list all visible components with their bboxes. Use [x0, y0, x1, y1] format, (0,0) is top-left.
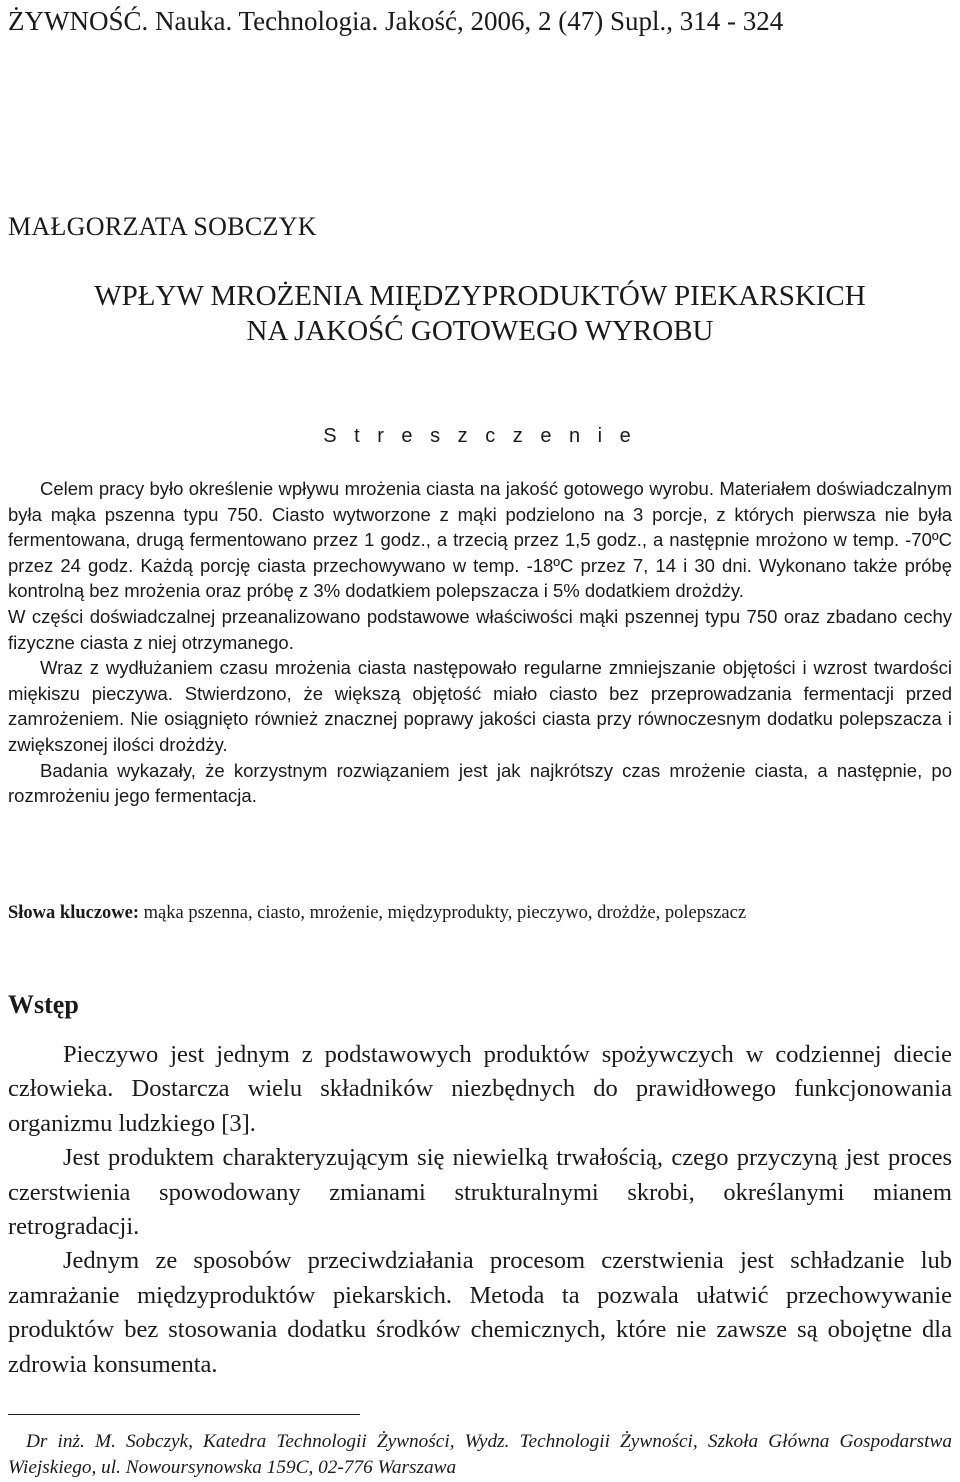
keywords-label: Słowa kluczowe: — [8, 903, 140, 923]
abstract-body — [8, 476, 952, 809]
keywords — [8, 900, 952, 926]
intro-paragraph: Jednym ze sposobów przeciwdziałania procesom czerstwienia jest schładzanie lub zamrażanie międzyproduktów piekarskich. Metoda ta pozwala ułatwić przechowywanie produktów bez stosowania dodatku środków chemicznych, które nie zawsze są obojętne dla zdrowia konsumenta. — [8, 1247, 952, 1378]
footnote-divider — [8, 1414, 360, 1415]
journal-header: ŻYWNOŚĆ. Nauka. Technologia. Jakość, 2006, 2 (47) Supl., 314 - 324 — [8, 6, 784, 36]
title-line-2: NA JAKOŚĆ GOTOWEGO WYROBU — [246, 315, 714, 347]
abstract-heading: S t r e s z c z e n i e — [323, 425, 637, 447]
section-heading-introduction: Wstęp — [8, 990, 79, 1019]
abstract-paragraph: Celem pracy było określenie wpływu mrożenia ciasta na jakość gotowego wyrobu. Materiałem doświadczalnym była mąka pszenna typu 750. Ciasto wytworzone z mąki podzielono na 3 porcje, z których pierwsza nie była fermentowana, drugą fermentowano przez 1 godz., a trzecią przez 1,5 godz., a następnie mrożono w temp. -70ºC przez 24 godz. Każdą porcję ciasta przechowywano w temp. -18ºC przez 7, 14 i 30 dni. Wykonano także próbę kontrolną bez mrożenia oraz próbę z 3% dodatkiem polepszacza i 5% dodatkiem drożdży. — [8, 478, 952, 602]
abstract-paragraph: W części doświadczalnej przeanalizowano podstawowe właściwości mąki pszennej typu 750 oraz zbadano cechy fizyczne ciasta z niej otrzymanego. — [8, 605, 952, 653]
abstract-paragraph: Badania wykazały, że korzystnym rozwiązaniem jest jak najkrótszy czas mrożenie ciasta, a następnie, po rozmrożeniu jego fermentacja. — [8, 759, 952, 807]
footnote-text: Dr inż. M. Sobczyk, Katedra Technologii Żywności, Wydz. Technologii Żywności, Szkoła Główna Gospodarstwa Wiejskiego, ul. Nowoursynowska 159C, 02-776 Warszawa — [8, 1431, 952, 1478]
keywords-text: mąka pszenna, ciasto, mrożenie, międzyprodukty, pieczywo, drożdże, polepszacz — [139, 903, 747, 923]
introduction-body — [8, 1038, 952, 1382]
footnote — [8, 1429, 952, 1481]
abstract-paragraph: Wraz z wydłużaniem czasu mrożenia ciasta następowało regularne zmniejszanie objętości i wzrost twardości miękiszu pieczywa. Stwierdzono, że większą objętość miało ciasto bez przeprowadzania fermentacji przed zamrożeniem. Nie osiągnięto również znacznej poprawy jakości ciasta przy równoczesnym dodatku polepszacza i zwiększonej ilości drożdży. — [8, 657, 952, 755]
author-name: MAŁGORZATA SOBCZYK — [8, 212, 317, 241]
article-title — [8, 279, 952, 349]
intro-paragraph: Pieczywo jest jednym z podstawowych produktów spożywczych w codziennej diecie człowieka. Dostarcza wielu składników niezbędnych do prawidłowego funkcjonowania organizmu ludzkiego [3]. — [8, 1041, 952, 1137]
intro-paragraph: Jest produktem charakteryzującym się niewielką trwałością, czego przyczyną jest proces czerstwienia spowodowany zmianami strukturalnymi skrobi, określanymi mianem retrogradacji. — [8, 1144, 952, 1241]
title-line-1: WPŁYW MROŻENIA MIĘDZYPRODUKTÓW PIEKARSKICH — [94, 280, 866, 312]
